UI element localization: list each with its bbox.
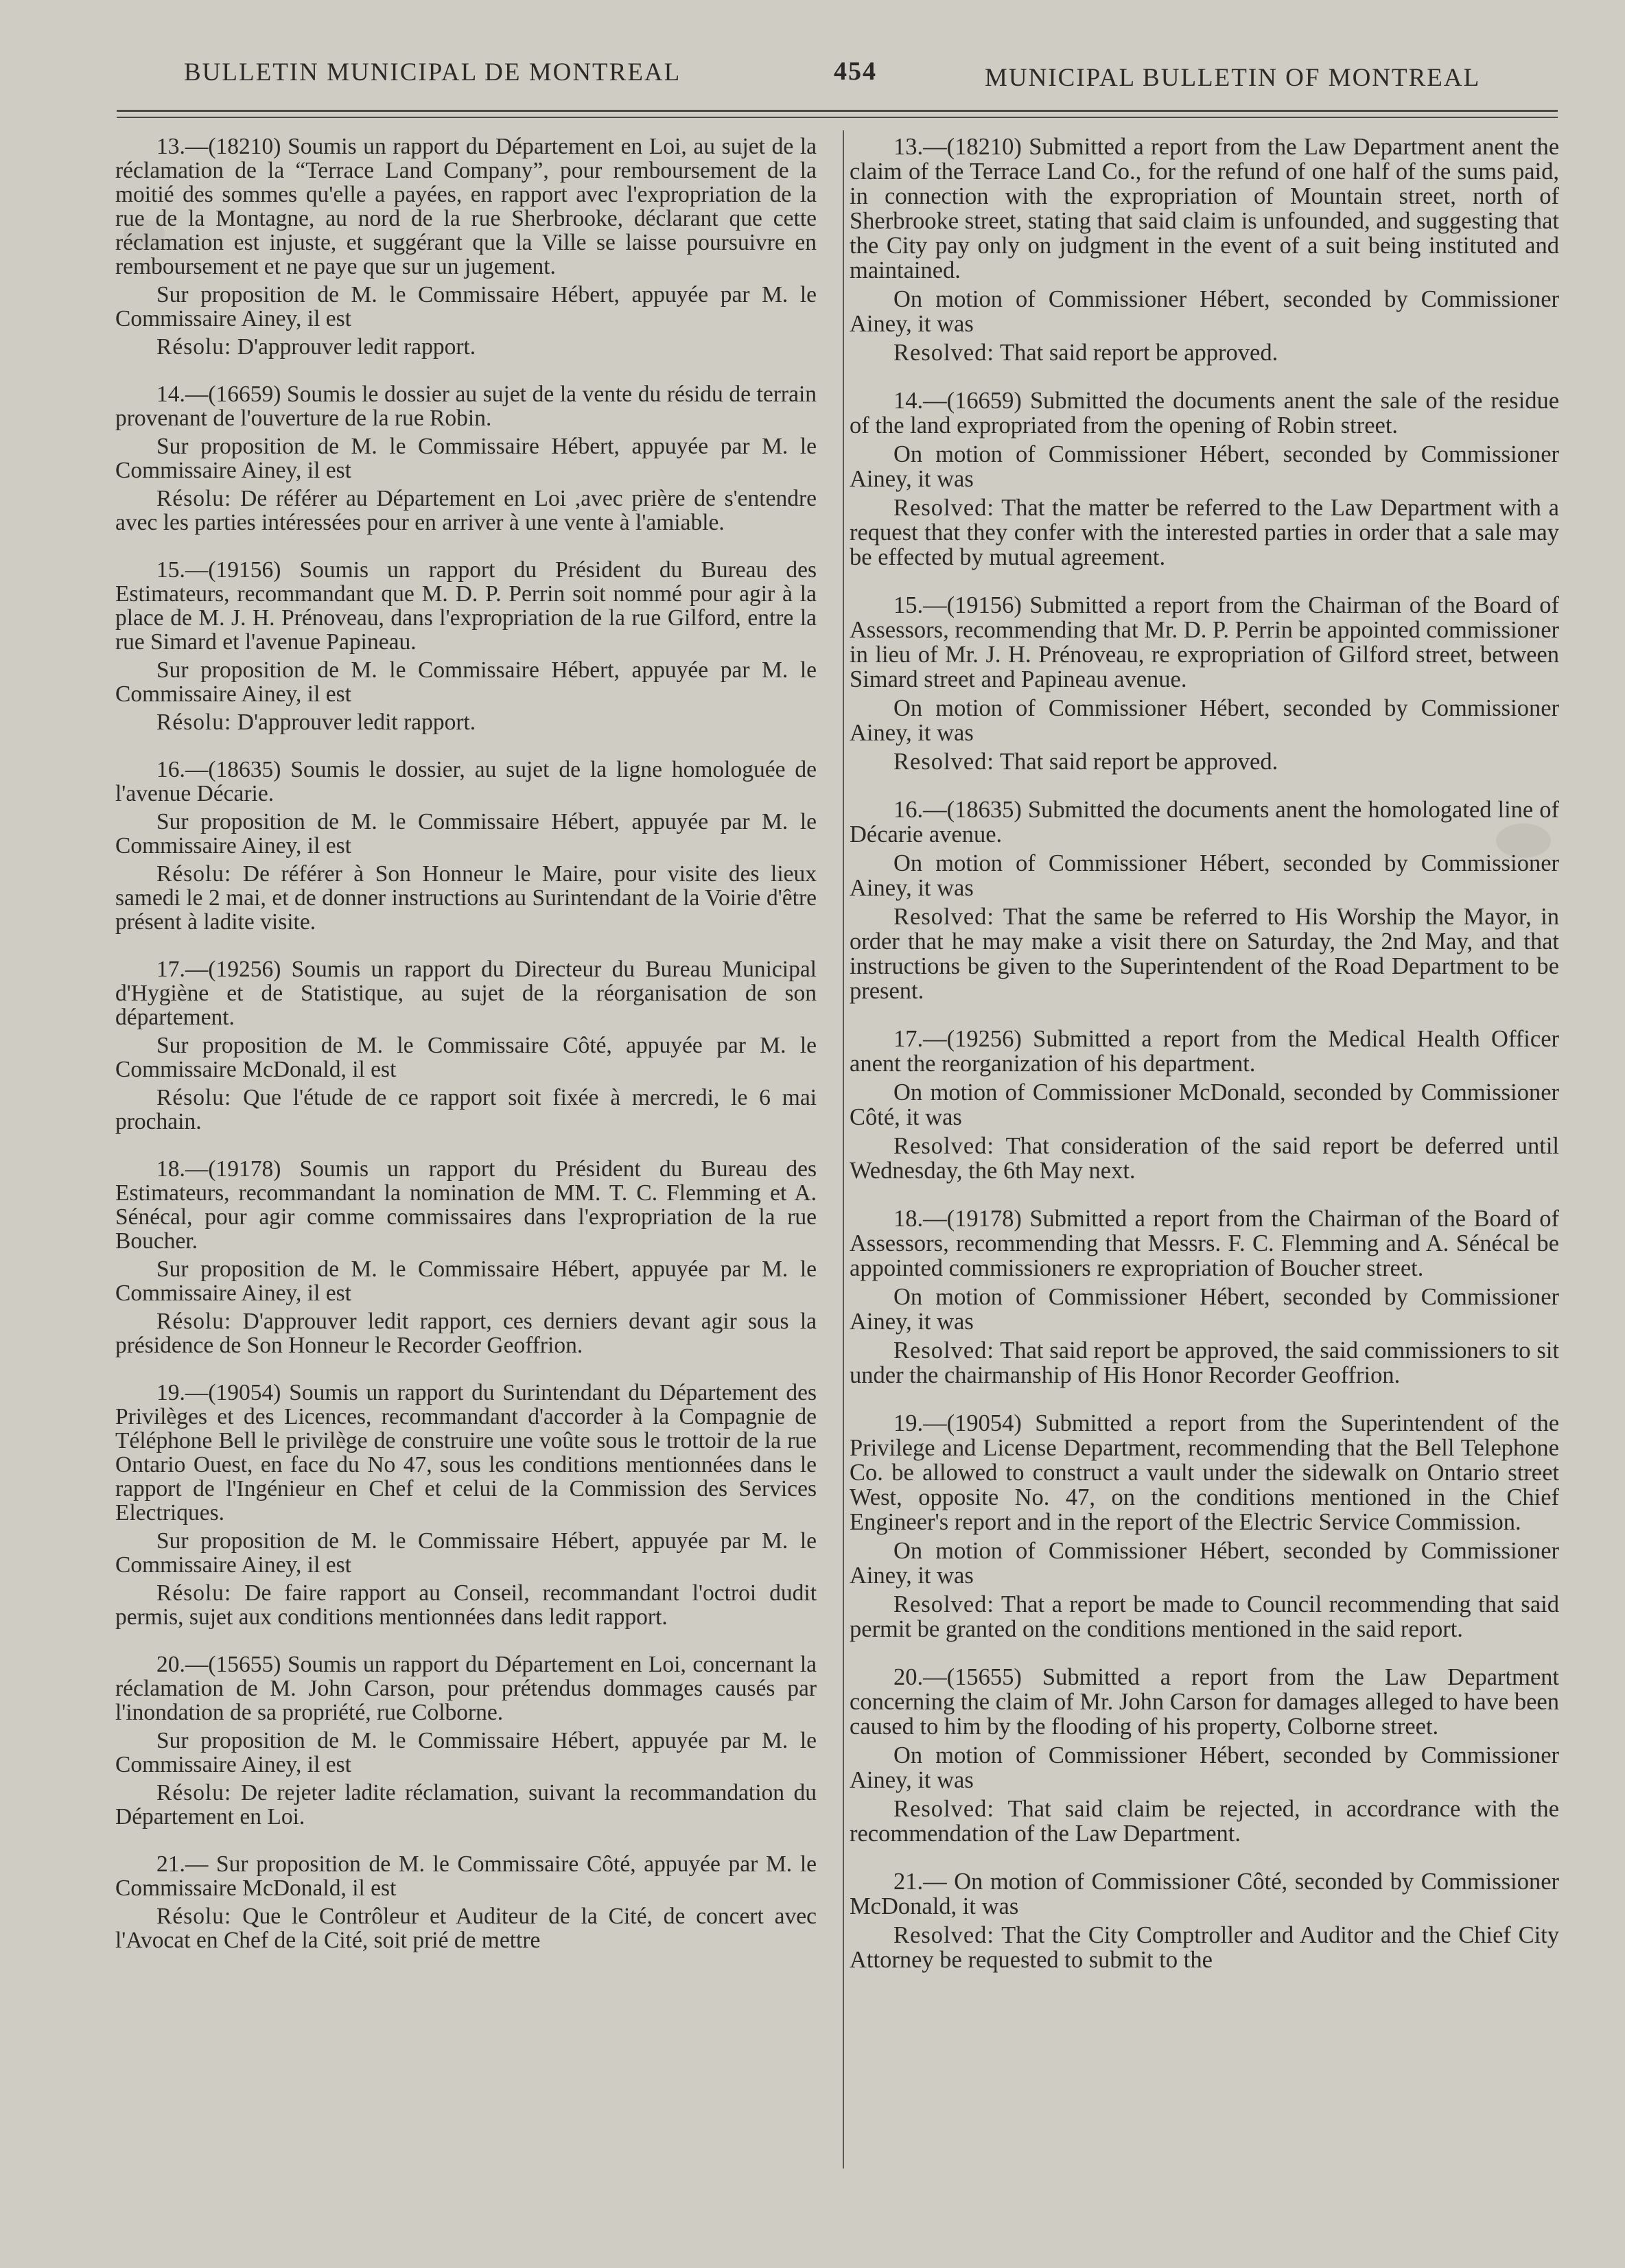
- item-paragraph: [115, 758, 817, 806]
- resolved-text: That said claim be rejected, in accordrance with the recommendation of the Law Department.: [850, 1796, 1559, 1847]
- motion-text: Sur proposition de M. le Commissaire Hébert, appuyée par M. le Commissaire Ainey, il est: [115, 1528, 817, 1578]
- french-column: [115, 135, 817, 1952]
- resolved-label: Resolved:: [893, 1922, 994, 1948]
- french-item: [115, 1852, 817, 1952]
- item-number: 15.—(19156): [156, 557, 281, 583]
- resolution: [850, 1592, 1559, 1641]
- item-text: Soumis un rapport du Département en Loi, au sujet de la réclamation de la “Terrace Land Company”, pour remboursement de la moitié des sommes qu'elle a payées, en rapport avec l'expropriation de la rue de la Montagne, au nord de la rue Sherbrooke, déclarant que cette réclamation est injuste, et suggérant que la Ville se laisse poursuivre en remboursement et ne paye que sur un jugement.: [115, 134, 817, 279]
- motion-text: Sur proposition de M. le Commissaire Hébert, appuyée par M. le Commissaire Ainey, il est: [115, 657, 817, 707]
- motion-text: Sur proposition de M. le Commissaire Hébert, appuyée par M. le Commissaire Ainey, il est: [115, 434, 817, 483]
- motion-text: Sur proposition de M. le Commissaire Côté, appuyée par M. le Commissaire McDonald, il est: [115, 1033, 817, 1082]
- item-text: Soumis le dossier au sujet de la vente du résidu de terrain provenant de l'ouverture de la rue Robin.: [115, 382, 817, 431]
- resolved-label: Resolved:: [893, 495, 994, 521]
- english-item: [850, 797, 1559, 1003]
- item-number: 15.—(19156): [893, 592, 1022, 618]
- french-item: [115, 758, 817, 934]
- resolution: [850, 1338, 1559, 1388]
- motion-text: On motion of Commissioner Hébert, seconded by Commissioner Ainey, it was: [850, 1538, 1559, 1589]
- resolution: [115, 487, 817, 535]
- resolved-text: De référer au Département en Loi ,avec prière de s'entendre avec les parties intéressées pour en arriver à une vente à l'amiable.: [115, 486, 817, 535]
- resolved-text: D'approuver ledit rapport, ces derniers devant agir sous la présidence de Son Honneur le Recorder Geoffrion.: [115, 1309, 817, 1358]
- resolved-text: De faire rapport au Conseil, recommandant l'octroi dudit permis, sujet aux conditions mentionnées dans ledit rapport.: [115, 1580, 817, 1630]
- motion-text: On motion of Commissioner McDonald, seconded by Commissioner Côté, it was: [850, 1079, 1559, 1130]
- motion-text: Sur proposition de M. le Commissaire Hébert, appuyée par M. le Commissaire Ainey, il est: [115, 282, 817, 331]
- item-paragraph: [115, 558, 817, 654]
- item-paragraph: [850, 135, 1559, 283]
- resolution: [115, 1309, 817, 1357]
- item-paragraph: [850, 1027, 1559, 1076]
- item-number: 13.—(18210): [156, 134, 281, 159]
- item-number: 19.—(19054): [893, 1410, 1022, 1436]
- resolution: [115, 335, 817, 359]
- french-item: [115, 558, 817, 734]
- item-number: 18.—(19178): [893, 1206, 1022, 1232]
- item-text: Soumis un rapport du Président du Bureau des Estimateurs, recommandant que M. D. P. Perrin soit nommé pour agir à la place de M. J. H. Prénoveau, dans l'expropriation de la rue Gilford, entre la rue Simard et l'avenue Papineau.: [115, 557, 817, 655]
- item-paragraph: [115, 957, 817, 1029]
- item-number: 19.—(19054): [156, 1380, 281, 1405]
- french-item: [115, 135, 817, 359]
- resolution: [115, 862, 817, 934]
- resolved-label: Résolu:: [156, 861, 232, 887]
- resolution: [850, 749, 1559, 774]
- item-text: Submitted a report from the Superintendent of the Privilege and License Department, recommending that the Bell Telephone Co. be allowed to construct a vault under the sidewalk on Ontario street West, opposite No. 47, on the conditions mentioned in the Chief Engineer's report and in the report of the Electric Service Commission.: [850, 1410, 1560, 1535]
- resolved-text: Que l'étude de ce rapport soit fixée à mercredi, le 6 mai prochain.: [115, 1085, 817, 1134]
- english-item: [850, 1665, 1559, 1846]
- item-text: Sur proposition de M. le Commissaire Côté, appuyée par M. le Commissaire McDonald, il est: [115, 1851, 817, 1901]
- item-number: 16.—(18635): [893, 797, 1022, 823]
- item-paragraph: [850, 1665, 1559, 1739]
- item-paragraph: [850, 1869, 1559, 1919]
- item-text: Soumis le dossier, au sujet de la ligne homologuée de l'avenue Décarie.: [115, 757, 817, 806]
- resolved-label: Résolu:: [156, 710, 232, 735]
- resolved-text: That said report be approved, the said commissioners to sit under the chairmanship of His Honor Recorder Geoffrion.: [850, 1337, 1559, 1388]
- item-number: 17.—(19256): [893, 1026, 1022, 1052]
- item-paragraph: [115, 382, 817, 430]
- header-english-title: MUNICIPAL BULLETIN OF MONTREAL: [985, 64, 1481, 92]
- resolved-text: That the matter be referred to the Law Department with a request that they confer with the interested parties in order that a sale may be effected by mutual agreement.: [850, 495, 1559, 570]
- item-text: Submitted a report from the Law Department anent the claim of the Terrace Land Co., for the refund of one half of the sums paid, in connection with the expropriation of Mountain street, north of Sherbrooke street, stating that said claim is unfounded, and suggesting that the City pay only on judgment in the event of a suit being instituted and maintained.: [850, 134, 1560, 283]
- item-text: Submitted a report from the Chairman of the Board of Assessors, recommending that Mr. D. P. Perrin be appointed commissioner in lieu of Mr. J. H. Prénoveau, re expropriation of Gilford street, between Simard street and Papineau avenue.: [850, 592, 1560, 692]
- motion-text: On motion of Commissioner Hébert, seconded by Commissioner Ainey, it was: [850, 286, 1559, 337]
- english-item: [850, 593, 1559, 774]
- item-number: 17.—(19256): [156, 957, 281, 982]
- item-paragraph: [115, 1652, 817, 1725]
- english-item: [850, 1869, 1559, 1972]
- resolved-text: De rejeter ladite réclamation, suivant la recommandation du Département en Loi.: [115, 1780, 817, 1829]
- header-french-title: BULLETIN MUNICIPAL DE MONTREAL: [184, 58, 681, 86]
- resolution: [850, 904, 1559, 1003]
- item-paragraph: [115, 1381, 817, 1525]
- motion-text: On motion of Commissioner Hébert, seconded by Commissioner Ainey, it was: [850, 695, 1559, 746]
- item-number: 16.—(18635): [156, 757, 281, 782]
- english-item: [850, 135, 1559, 365]
- item-paragraph: [115, 135, 817, 279]
- motion-text: Sur proposition de M. le Commissaire Hébert, appuyée par M. le Commissaire Ainey, il est: [115, 1256, 817, 1306]
- resolved-text: Que le Contrôleur et Auditeur de la Cité, de concert avec l'Avocat en Chef de la Cité, soit prié de mettre: [115, 1904, 817, 1953]
- motion-text: On motion of Commissioner Hébert, seconded by Commissioner Ainey, it was: [850, 1284, 1559, 1335]
- french-item: [115, 1652, 817, 1829]
- resolved-label: Resolved:: [893, 904, 994, 930]
- item-text: Submitted a report from the Law Department concerning the claim of Mr. John Carson for damages alleged to have been caused to him by the flooding of his property, Colborne street.: [850, 1664, 1560, 1740]
- resolution: [115, 1781, 817, 1829]
- motion-text: On motion of Commissioner Hébert, seconded by Commissioner Ainey, it was: [850, 850, 1559, 901]
- motion-text: On motion of Commissioner Hébert, seconded by Commissioner Ainey, it was: [850, 441, 1559, 492]
- motion-text: Sur proposition de M. le Commissaire Hébert, appuyée par M. le Commissaire Ainey, il est: [115, 809, 817, 858]
- item-number: 14.—(16659): [156, 382, 281, 407]
- resolution: [850, 1923, 1559, 1972]
- running-header: [165, 54, 1530, 95]
- resolved-label: Résolu:: [156, 1580, 232, 1606]
- item-paragraph: [115, 1852, 817, 1900]
- resolved-text: De référer à Son Honneur le Maire, pour visite des lieux samedi le 2 mai, et de donner instructions au Surintendant de la Voirie d'être présent à ladite visite.: [115, 861, 817, 935]
- resolved-label: Résolu:: [156, 1309, 232, 1334]
- resolution: [115, 710, 817, 734]
- french-item: [115, 1157, 817, 1357]
- resolution: [850, 1134, 1559, 1183]
- resolved-label: Résolu:: [156, 486, 232, 511]
- item-paragraph: [115, 1157, 817, 1253]
- item-number: 21.—: [893, 1869, 947, 1895]
- item-text: Soumis un rapport du Président du Bureau des Estimateurs, recommandant la nomination de MM. T. C. Flemming et A. Sénécal, pour agir comme commissaires dans l'expropriation de la rue Boucher.: [115, 1156, 817, 1254]
- resolved-text: D'approuver ledit rapport.: [237, 334, 476, 360]
- item-text: Soumis un rapport du Département en Loi, concernant la réclamation de M. John Carson, pour prétendus dommages causés par l'inondation de sa propriété, rue Colborne.: [115, 1652, 817, 1725]
- item-text: Soumis un rapport du Surintendant du Département des Privilèges et des Licences, recommandant d'accorder à la Compagnie de Téléphone Bell le privilège de construire une voûte sous le trottoir de la rue Ontario Ouest, en face du No 47, sous les conditions mentionnées dans le rapport de l'Ingénieur en Chef et celui de la Commission des Services Electriques.: [115, 1380, 817, 1525]
- french-item: [115, 957, 817, 1134]
- resolved-label: Resolved:: [893, 1133, 994, 1159]
- resolution: [115, 1086, 817, 1134]
- resolved-text: That the same be referred to His Worship the Mayor, in order that he may make a visit there on Saturday, the 2nd May, and that instructions be given to the Superintendent of the Road Department to be present.: [850, 904, 1559, 1004]
- resolved-label: Resolved:: [893, 749, 994, 775]
- item-text: Submitted a report from the Chairman of the Board of Assessors, recommending that Messrs. F. C. Flemming and A. Sénécal be appointed commissioners re expropriation of Boucher street.: [850, 1206, 1560, 1281]
- resolved-label: Resolved:: [893, 1337, 994, 1364]
- page-number: 454: [834, 57, 877, 86]
- resolution: [850, 495, 1559, 570]
- item-paragraph: [850, 1411, 1559, 1534]
- english-item: [850, 1411, 1559, 1641]
- resolution: [115, 1904, 817, 1952]
- resolution: [850, 1797, 1559, 1846]
- item-text: Submitted the documents anent the sale of the residue of the land expropriated from the opening of Robin street.: [850, 388, 1560, 439]
- item-number: 18.—(19178): [156, 1156, 281, 1182]
- item-paragraph: [850, 388, 1559, 438]
- motion-text: Sur proposition de M. le Commissaire Hébert, appuyée par M. le Commissaire Ainey, il est: [115, 1728, 817, 1777]
- resolved-label: Resolved:: [893, 1796, 994, 1822]
- resolved-label: Résolu:: [156, 334, 232, 360]
- resolved-label: Résolu:: [156, 1085, 232, 1110]
- resolved-text: D'approuver ledit rapport.: [237, 710, 476, 735]
- item-paragraph: [850, 593, 1559, 692]
- item-number: 13.—(18210): [893, 134, 1022, 160]
- resolved-text: That a report be made to Council recommending that said permit be granted on the conditions mentioned in the said report.: [850, 1591, 1559, 1642]
- item-text: Submitted the documents anent the homologated line of Décarie avenue.: [850, 797, 1559, 847]
- item-text: Soumis un rapport du Directeur du Bureau Municipal d'Hygiène et de Statistique, au sujet de la réorganisation de son département.: [115, 957, 817, 1030]
- header-rule: [117, 110, 1558, 112]
- item-number: 21.—: [156, 1851, 209, 1877]
- resolved-text: That consideration of the said report be deferred until Wednesday, the 6th May next.: [850, 1133, 1559, 1184]
- french-item: [115, 1381, 817, 1629]
- english-item: [850, 388, 1559, 570]
- resolved-label: Résolu:: [156, 1780, 232, 1805]
- english-item: [850, 1027, 1559, 1183]
- motion-text: On motion of Commissioner Hébert, seconded by Commissioner Ainey, it was: [850, 1742, 1559, 1793]
- item-paragraph: [850, 1206, 1559, 1281]
- header-rule-thin: [117, 117, 1558, 118]
- item-number: 20.—(15655): [893, 1664, 1022, 1690]
- resolution: [115, 1581, 817, 1629]
- resolved-text: That said report be approved.: [1000, 340, 1278, 366]
- item-text: On motion of Commissioner Côté, seconded by Commissioner McDonald, it was: [850, 1869, 1560, 1919]
- item-paragraph: [850, 797, 1559, 847]
- resolved-text: That said report be approved.: [1000, 749, 1278, 775]
- french-item: [115, 382, 817, 535]
- resolved-label: Resolved:: [893, 340, 994, 366]
- item-text: Submitted a report from the Medical Health Officer anent the reorganization of his department.: [850, 1026, 1559, 1077]
- column-divider: [843, 130, 844, 2168]
- item-number: 20.—(15655): [156, 1652, 281, 1677]
- resolved-label: Resolved:: [893, 1591, 994, 1617]
- resolution: [850, 340, 1559, 365]
- resolved-text: That the City Comptroller and Auditor and the Chief City Attorney be requested to submit to the: [850, 1922, 1559, 1973]
- item-number: 14.—(16659): [893, 388, 1022, 414]
- english-item: [850, 1206, 1559, 1388]
- resolved-label: Résolu:: [156, 1904, 232, 1929]
- english-column: [850, 135, 1559, 1972]
